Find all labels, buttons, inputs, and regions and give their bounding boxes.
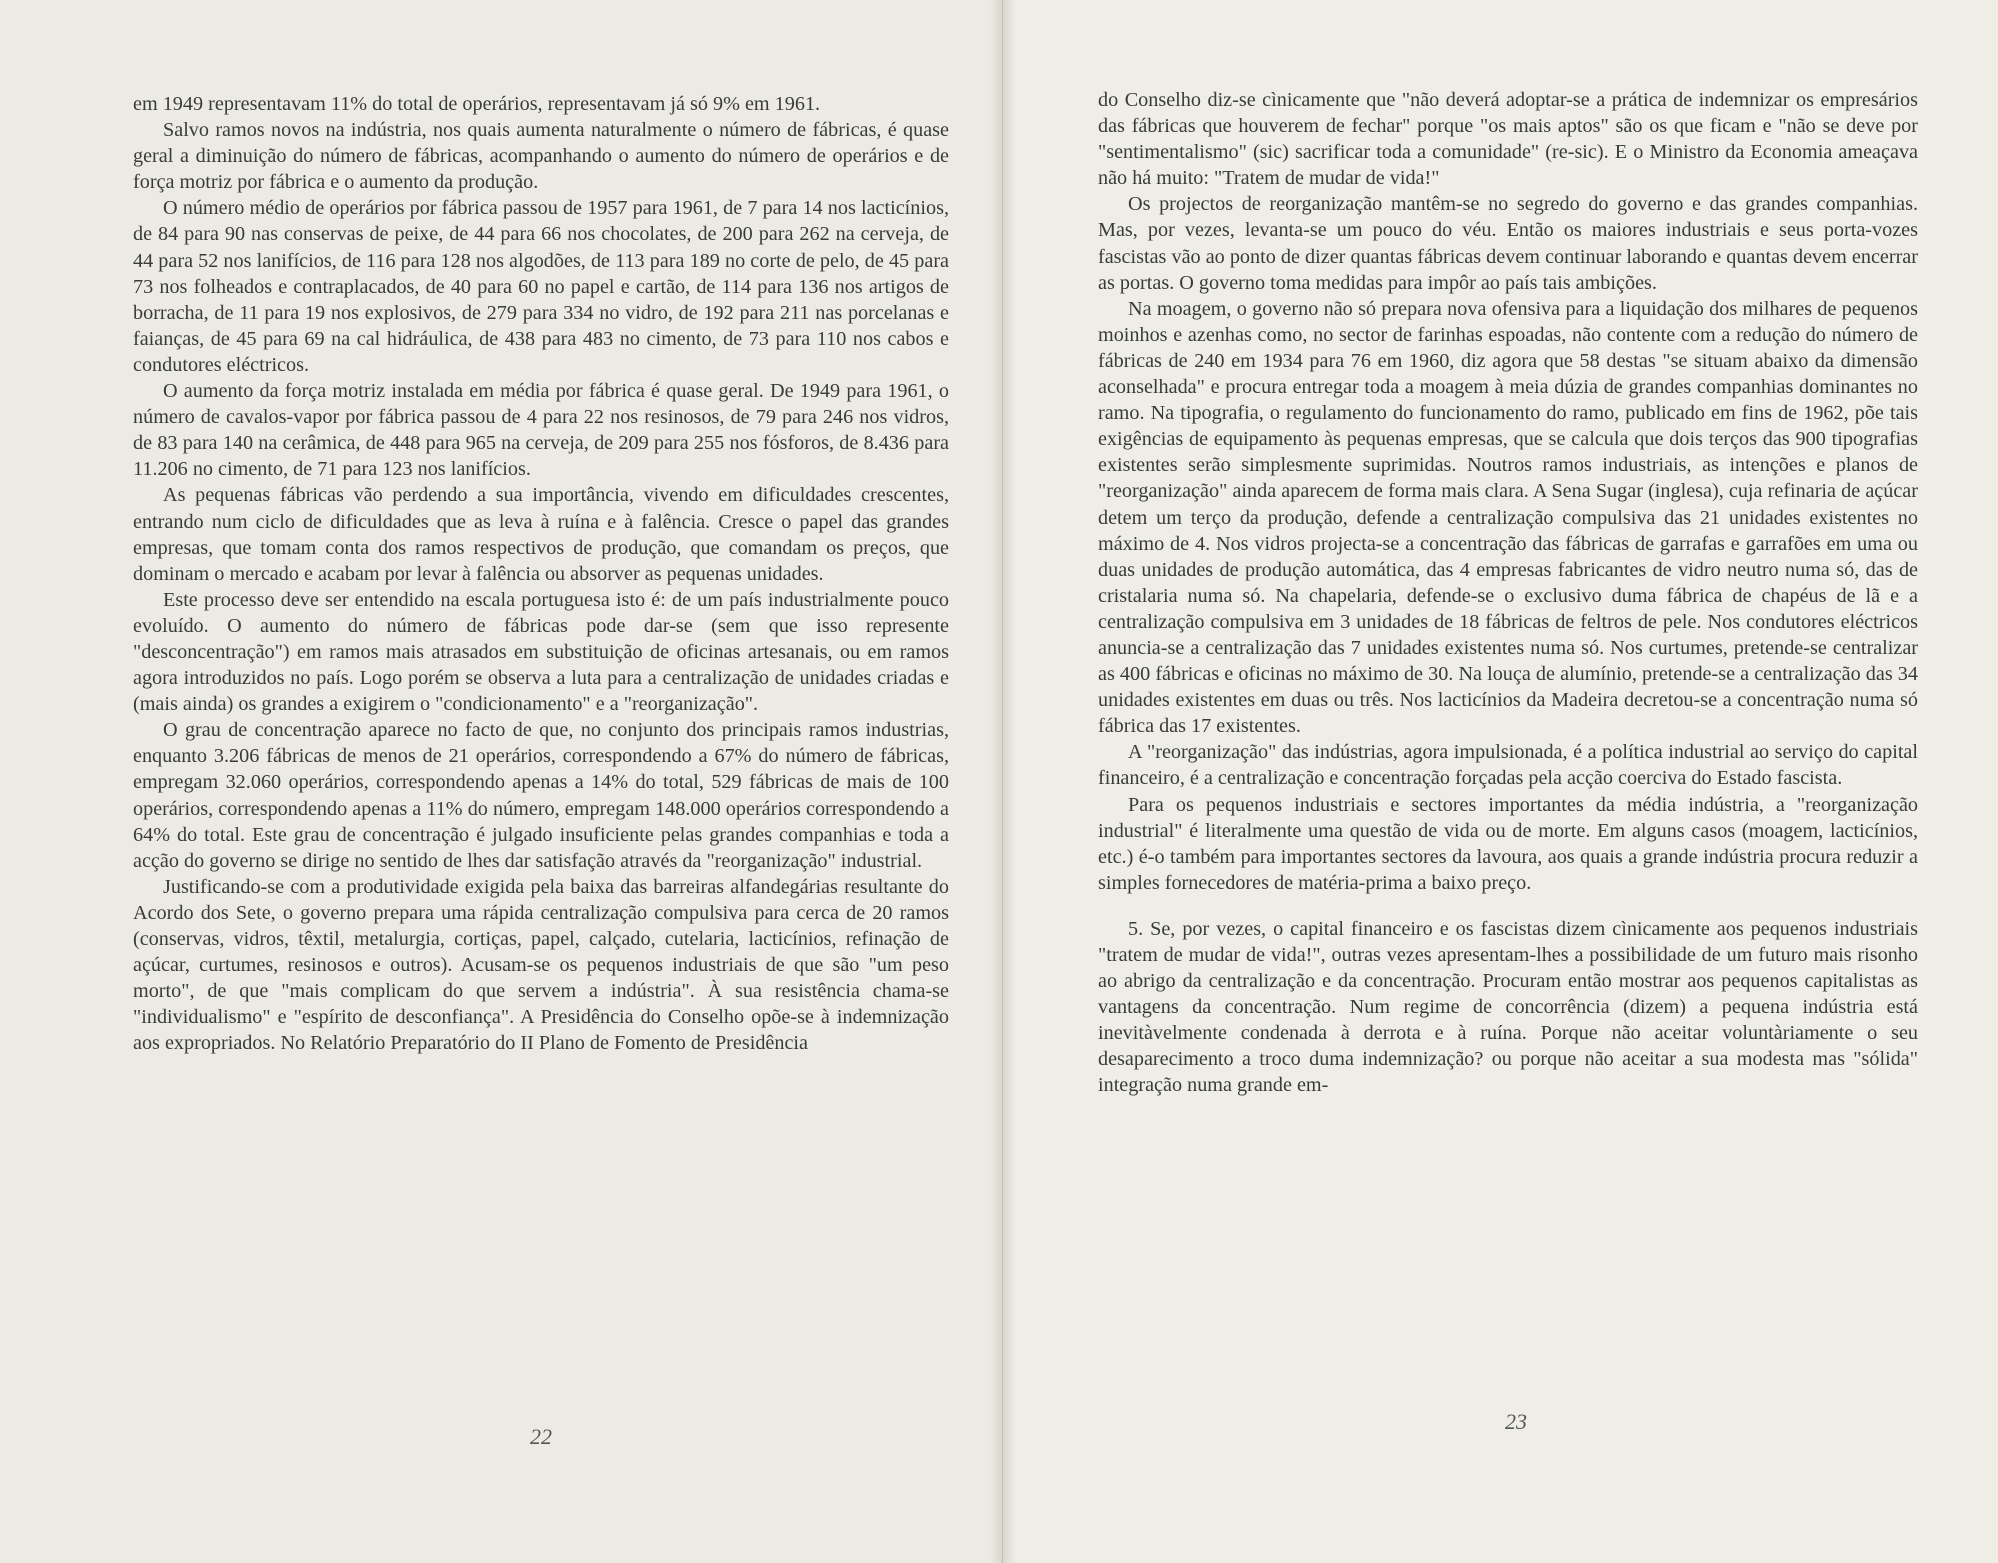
paragraph: 5. Se, por vezes, o capital financeiro e os fascistas dizem cìnicamente aos pequenos industriais "tratem de mudar de vida!", outras vezes apresentam-lhes a possibilidade de um futuro mais risonho ao abrigo da centralização e da concentração. Procuram então mostrar aos pequenos capitalistas as vantagens da concentração. Num regime de concorrência (dizem) a pequena indústria está inevitàvelmente condenada à derrota e à ruína. Porque não aceitar voluntàriamente o seu desaparecimento a troco duma indemnização? ou porque não aceitar a sua modesta mas "sólida" integração numa grande em- bbox=[1098, 917, 1918, 1097]
paragraph: em 1949 representavam 11% do total de operários, representavam já só 9% em 1961. bbox=[133, 93, 821, 115]
paragraph: Para os pequenos industriais e sectores importantes da média indústria, a "reorganização industrial" é literalmente uma questão de vida ou de morte. Em alguns casos (moagem, lacticínios, etc.) é-o também para importantes sectores da lavoura, aos quais a grande indústria procura reduzir a simples fornecedores de matéria-prima a baixo preço. bbox=[1098, 793, 1918, 894]
right-page-text bbox=[1098, 87, 1918, 1099]
paragraph: O número médio de operários por fábrica passou de 1957 para 1961, de 7 para 14 nos lacticínios, de 84 para 90 nas conservas de peixe, de 44 para 66 nos chocolates, de 200 para 262 na cerveja, de 44 para 52 nos lanifícios, de 116 para 128 nos algodões, de 113 para 189 no corte de pelo, de 45 para 73 nos folheados e contraplacados, de 40 para 60 no papel e cartão, de 114 para 136 nos artigos de borracha, de 11 para 19 nos explosivos, de 279 para 334 no vidro, de 192 para 211 nas porcelanas e faianças, de 45 para 69 na cal hidráulica, de 438 para 483 no cimento, de 73 para 110 nos cabos e condutores eléctricos. bbox=[133, 197, 949, 376]
paragraph: As pequenas fábricas vão perdendo a sua importância, vivendo em dificuldades crescentes, entrando num ciclo de dificuldades que as leva à ruína e à falência. Cresce o papel das grandes empresas, que tomam conta dos ramos respectivos de produção, que comandam os preços, que dominam o mercado e acabam por levar à falência ou absorver as pequenas unidades. bbox=[133, 484, 949, 585]
left-page-text bbox=[133, 91, 949, 1056]
paragraph: O aumento da força motriz instalada em média por fábrica é quase geral. De 1949 para 1961, o número de cavalos-vapor por fábrica passou de 4 para 22 nos resinosos, de 79 para 246 nos vidros, de 83 para 140 na cerâmica, de 448 para 965 na cerveja, de 209 para 255 nos fósforos, de 8.436 para 11.206 no cimento, de 71 para 123 nos lanifícios. bbox=[133, 380, 949, 481]
paragraph: Este processo deve ser entendido na escala portuguesa isto é: de um país industrialmente pouco evoluído. O aumento do número de fábricas pode dar-se (sem que isso represente "desconcentração") em ramos mais atrasados em substituição de oficinas artesanais, ou em ramos agora introduzidos no país. Logo porém se observa a luta para a centralização de unidades criadas e (mais ainda) os grandes a exigirem o "condicionamento" e a "reorganização". bbox=[133, 588, 949, 716]
paragraph: Justificando-se com a produtividade exigida pela baixa das barreiras alfandegárias resultante do Acordo dos Sete, o governo prepara uma rápida centralização compulsiva para cerca de 20 ramos (conservas, vidros, têxtil, metalurgia, cortiças, papel, calçado, cutelaria, lacticínios, refinação de açúcar, curtumes, resinosos e outros). Acusam-se os pequenos industriais de que são "um peso morto", de que "mais complicam do que servem a indústria". À sua resistência chama-se "individualismo" e "espírito de desconfiança". A Presidência do Conselho opõe-se à indemnização aos expropriados. No Relatório Preparatório do II Plano de Fomento de Presidência bbox=[133, 875, 949, 1055]
paragraph: Na moagem, o governo não só prepara nova ofensiva para a liquidação dos milhares de pequenos moinhos e azenhas como, no sector de farinhas espoadas, não contente com a redução do número de fábricas de 240 em 1934 para 76 em 1960, diz agora que 58 destas "se situam abaixo da dimensão aconselhada" e procura entregar toda a moagem à meia dúzia de grandes companhias dominantes no ramo. Na tipografia, o regulamento do funcionamento do ramo, publicado em fins de 1962, põe tais exigências de equipamento às pequenas empresas, que se calcula que dois terços das 900 tipografias existentes serão simplesmente suprimidas. Noutros ramos industriais, as intenções e planos de "reorganização" ainda aparecem de forma mais clara. A Sena Sugar (inglesa), cuja refinaria de açúcar detem um terço da produção, defende a centralização compulsiva das 21 unidades existentes no máximo de 4. Nos vidros projecta-se a concentração das fábricas de garrafas e garrafões em uma ou duas unidades de produção automática, das 4 empresas fabricantes de vidro neutro numa só, das de cristalaria numa só. Na chapelaria, defende-se o exclusivo duma fábrica de chapéus de lã e a centralização compulsiva em 3 unidades de 18 fábricas de feltros de pele. Nos condutores eléctricos anuncia-se a centralização das 7 unidades existentes numa só. Nos curtumes, pretende-se centralizar as 400 fábricas e oficinas no máximo de 30. Na louça de alumínio, pretende-se a centralização das 34 unidades existentes em duas ou três. Nos lacticínios da Madeira decretou-se a concentração numa só fábrica das 17 existentes. bbox=[1098, 297, 1918, 738]
paragraph: A "reorganização" das indústrias, agora impulsionada, é a política industrial ao serviço do capital financeiro, é a centralização e concentração forçadas pela acção coerciva do Estado fascista. bbox=[1098, 741, 1918, 790]
paragraph: O grau de concentração aparece no facto de que, no conjunto dos principais ramos industrias, enquanto 3.206 fábricas de menos de 21 operários, correspondendo a 67% do número de fábricas, empregam 32.060 operários, correspondendo apenas a 14% do total, 529 fábricas de mais de 100 operários, correspondendo apenas a 11% do número, empregam 148.000 operários correspondendo a 64% do total. Este grau de concentração é julgado insuficiente pelas grandes companhias e toda a acção do governo se dirige no sentido de lhes dar satisfação através da "reorganização" industrial. bbox=[133, 719, 949, 872]
page-number: 23 bbox=[1505, 1409, 1527, 1434]
right-page bbox=[1003, 0, 1998, 1563]
page-number: 22 bbox=[530, 1424, 552, 1449]
paragraph: do Conselho diz-se cìnicamente que "não deverá adoptar-se a prática de indemnizar os empresários das fábricas que houverem de fechar" porque "os mais aptos" são os que ficam e "não se deve por "sentimentalismo" (sic) sacrificar toda a comunidade" (re-sic). E o Ministro da Economia ameaçava não há muito: "Tratem de mudar de vida!" bbox=[1098, 89, 1918, 190]
book-gutter bbox=[990, 0, 1016, 1563]
paragraph: Os projectos de reorganização mantêm-se no segredo do governo e das grandes companhias. Mas, por vezes, levanta-se um pouco do véu. Então os maiores industriais e seus porta-vozes fascistas vão ao ponto de dizer quantas fábricas devem continuar laborando e quantas devem encerrar as portas. O governo toma medidas para impôr ao país tais ambições. bbox=[1098, 193, 1918, 294]
paragraph: Salvo ramos novos na indústria, nos quais aumenta naturalmente o número de fábricas, é quase geral a diminuição do número de fábricas, acompanhando o aumento do número de operários e de força motriz por fábrica e o aumento da produção. bbox=[133, 119, 949, 194]
